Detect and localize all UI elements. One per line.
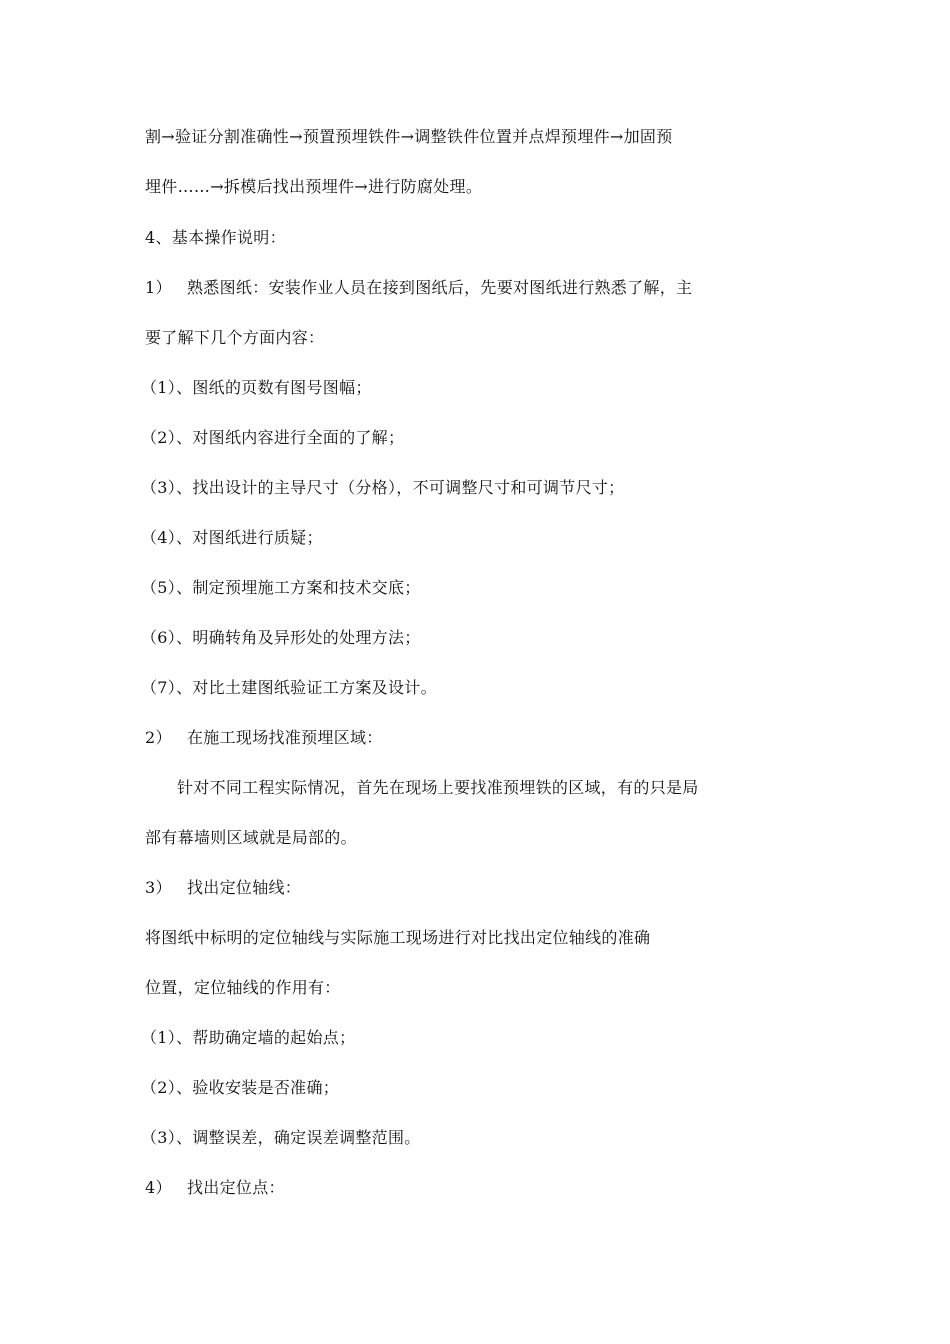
paragraph-line: 针对不同工程实际情况，首先在现场上要找准预埋铁的区域，有的只是局 [177, 778, 699, 797]
list-item: （3）、调整误差，确定误差调整范围。 [141, 1128, 421, 1147]
paragraph-line: 将图纸中标明的定位轴线与实际施工现场进行对比找出定位轴线的准确 [145, 928, 651, 947]
list-item: （7）、对比土建图纸验证工方案及设计。 [141, 678, 437, 697]
item-number: 2） [145, 728, 172, 747]
numbered-item [145, 728, 383, 748]
item-text: 找出定位轴线： [187, 878, 302, 897]
item-number: 3） [145, 878, 172, 897]
numbered-item [145, 878, 301, 898]
list-item: （2）、验收安装是否准确； [141, 1078, 340, 1097]
item-number: 4） [145, 1178, 172, 1197]
item-text: 找出定位点： [187, 1178, 285, 1197]
list-item: （4）、对图纸进行质疑； [141, 528, 323, 547]
list-item: （2）、对图纸内容进行全面的了解； [141, 428, 405, 447]
numbered-item [145, 278, 692, 298]
paragraph-line: 割→验证分割准确性→预置预埋铁件→调整铁件位置并点焊预埋件→加固预 [145, 127, 673, 146]
paragraph-line: 要了解下几个方面内容： [145, 328, 325, 347]
list-item: （1）、帮助确定墙的起始点； [141, 1028, 356, 1047]
paragraph-line: 位置，定位轴线的作用有： [145, 978, 341, 997]
item-number: 1） [145, 278, 172, 297]
list-item: （1）、图纸的页数有图号图幅； [141, 378, 372, 397]
list-item: （3）、找出设计的主导尺寸（分格），不可调整尺寸和可调节尺寸； [141, 478, 625, 497]
item-text: 熟悉图纸：安装作业人员在接到图纸后，先要对图纸进行熟悉了解，主 [187, 278, 693, 297]
paragraph-line: 部有幕墙则区域就是局部的。 [145, 828, 357, 847]
list-item: （5）、制定预埋施工方案和技术交底； [141, 578, 421, 597]
list-item: （6）、明确转角及异形处的处理方法； [141, 628, 421, 647]
item-text: 在施工现场找准预埋区域： [187, 728, 383, 747]
section-heading: 4、基本操作说明： [145, 228, 286, 247]
numbered-item [145, 1178, 285, 1198]
paragraph-line: 埋件……→拆模后找出预埋件→进行防腐处理。 [145, 177, 483, 196]
